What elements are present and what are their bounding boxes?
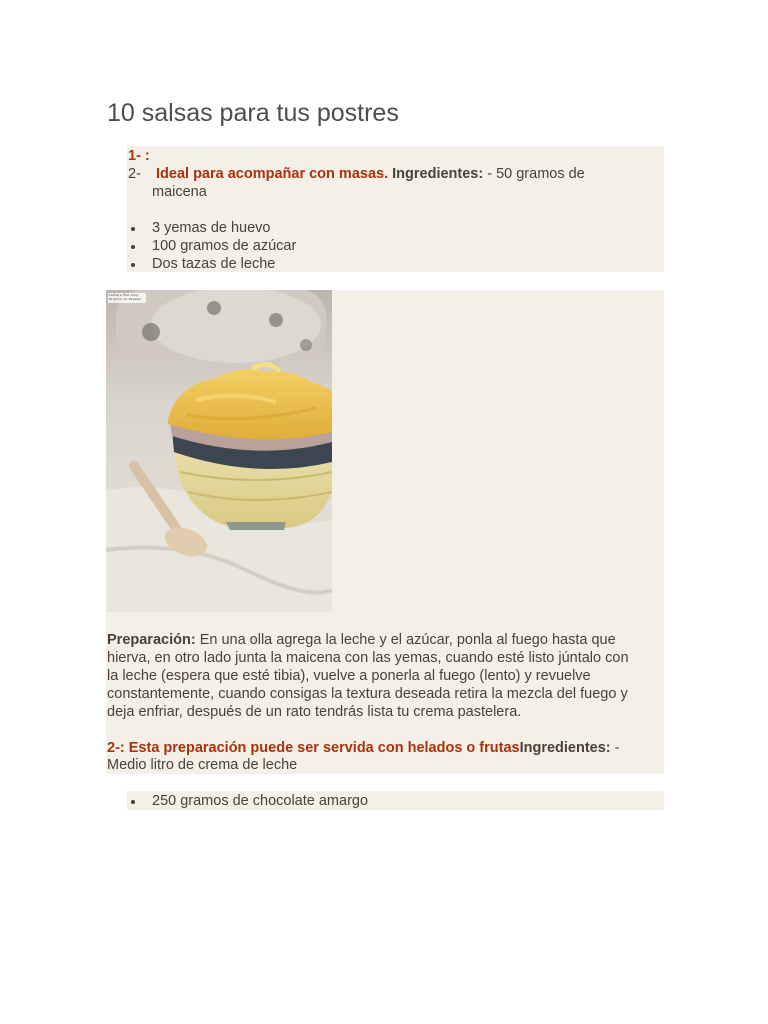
preparation-line-2: hierva, en otro lado junta la maicena con las yemas, cuando esté listo júntalo con: [107, 650, 629, 666]
section-1-heading: 1- :: [128, 148, 150, 164]
section-2-dash: -: [614, 740, 620, 756]
preparation-text: En una olla agrega la leche y el azúcar, ponla al fuego hasta que: [199, 632, 616, 648]
list-item: 250 gramos de chocolate amargo: [152, 793, 369, 809]
ingredients-label-1: Ingredientes:: [392, 166, 484, 182]
preparation-line-3: la leche (espera que esté tibia), vuelve a ponerla al fuego (lento) y revuelve: [107, 668, 591, 684]
ingredient-first: - 50 gramos de: [487, 166, 585, 182]
preparation-line-5: deja enfriar, después de un rato tendrás lista tu crema pastelera.: [107, 704, 522, 720]
ingredient-first-cont: maicena: [152, 184, 207, 200]
section-2-intro: [107, 739, 620, 757]
list-item: Dos tazas de leche: [152, 256, 276, 272]
preparation-line-4: constantemente, cuando consigas la textura deseada retira la mezcla del fuego y: [107, 686, 628, 702]
section-1-intro: [156, 165, 585, 183]
ingredients-label-2: Ingredientes:: [519, 740, 611, 756]
section-1-number: 2-: [128, 166, 141, 182]
list-item: 3 yemas de huevo: [152, 220, 271, 236]
page-title: 10 salsas para tus postres: [107, 99, 399, 127]
preparation-line-1: [107, 631, 616, 649]
watermark-line-1: Cuchara Mia blog: [109, 293, 138, 297]
watermark: [109, 293, 142, 301]
section-2-highlight: 2-: Esta preparación puede ser servida con helados o frutas: [107, 740, 520, 756]
watermark-line-2: Directo al Paladar: [109, 297, 142, 301]
preparation-label: Preparación:: [107, 632, 196, 648]
ingredient-cream: Medio litro de crema de leche: [107, 757, 298, 773]
list-item: 100 gramos de azúcar: [152, 238, 297, 254]
section-1-highlight: Ideal para acompañar con masas.: [156, 166, 389, 182]
custard-bowl-photo: [106, 290, 332, 612]
